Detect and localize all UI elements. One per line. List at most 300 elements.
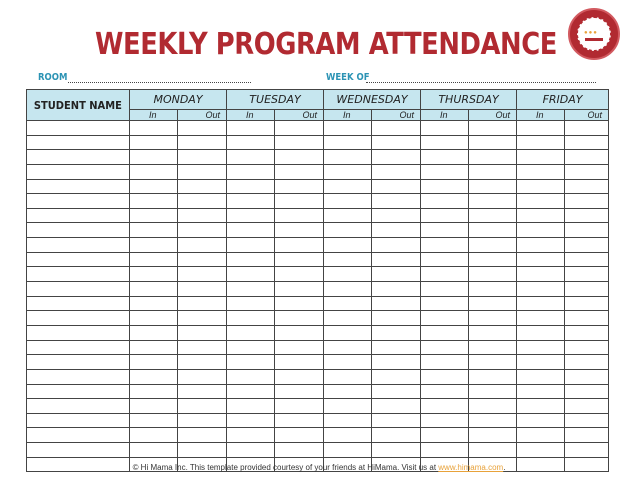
day-header-wednesday: WEDNESDAY [324,90,421,110]
thursday-out-cell[interactable] [469,223,517,238]
table-row [27,208,609,223]
footer-text: © Hi Mama Inc. This template provided courtesy of your friends at HiMama. Visit us at [132,463,439,472]
thursday-in-cell[interactable] [421,194,469,209]
wednesday-out-cell[interactable] [372,267,421,282]
monday-out-cell[interactable] [178,164,227,179]
tuesday-out-cell[interactable] [275,296,324,311]
wednesday-in-cell[interactable] [324,340,372,355]
wednesday-in-cell[interactable] [324,325,372,340]
monday-in-cell[interactable] [130,135,178,150]
monday-in-cell[interactable] [130,223,178,238]
thursday-out-cell[interactable] [469,135,517,150]
thursday-in-cell[interactable] [421,355,469,370]
thursday-out-cell[interactable] [469,355,517,370]
student-name-cell[interactable] [27,413,130,428]
monday-out-cell[interactable] [178,369,227,384]
friday-out-cell[interactable] [565,384,609,399]
friday-out-cell[interactable] [565,355,609,370]
student-name-cell[interactable] [27,428,130,443]
monday-out-cell[interactable] [178,428,227,443]
wednesday-in-cell[interactable] [324,384,372,399]
day-header-monday: MONDAY [130,90,227,110]
table-row [27,238,609,253]
monday-in-cell[interactable] [130,428,178,443]
wednesday-out-cell[interactable] [372,135,421,150]
friday-out-cell[interactable] [565,325,609,340]
tuesday-in-cell[interactable] [227,252,275,267]
wednesday-out-cell[interactable] [372,223,421,238]
tuesday-out-cell[interactable] [275,384,324,399]
wednesday-in-cell[interactable] [324,208,372,223]
thursday-out-cell[interactable] [469,369,517,384]
tuesday-out-cell[interactable] [275,443,324,458]
week-of-field[interactable] [366,82,596,83]
table-row [27,179,609,194]
day-header-tuesday: TUESDAY [227,90,324,110]
wednesday-in-cell[interactable] [324,238,372,253]
tuesday-in-cell[interactable] [227,296,275,311]
tuesday-in-cell[interactable] [227,223,275,238]
wednesday-in-cell[interactable] [324,369,372,384]
table-row [27,340,609,355]
monday-out-cell[interactable] [178,208,227,223]
tuesday-in-cell[interactable] [227,150,275,165]
tuesday-in-cell[interactable] [227,443,275,458]
friday-in-cell[interactable] [517,413,565,428]
wednesday-out-cell[interactable] [372,384,421,399]
wednesday-out-cell[interactable] [372,355,421,370]
friday-out-cell[interactable] [565,311,609,326]
friday-in-cell[interactable] [517,267,565,282]
footer-end: . [503,463,506,472]
table-row [27,282,609,297]
monday-in-cell[interactable] [130,238,178,253]
friday-out-cell[interactable] [565,194,609,209]
friday-in-cell[interactable] [517,164,565,179]
tuesday-out-cell[interactable] [275,150,324,165]
tuesday-in-cell[interactable] [227,325,275,340]
room-field[interactable] [68,82,251,83]
in-header: In [517,110,565,121]
friday-in-cell[interactable] [517,296,565,311]
thursday-out-cell[interactable] [469,150,517,165]
wednesday-out-cell[interactable] [372,208,421,223]
student-name-cell[interactable] [27,384,130,399]
seal-figures-icon: ●●● [584,30,598,36]
table-row [27,384,609,399]
out-header: Out [469,110,517,121]
tuesday-in-cell[interactable] [227,164,275,179]
monday-in-cell[interactable] [130,208,178,223]
monday-out-cell[interactable] [178,340,227,355]
wednesday-in-cell[interactable] [324,179,372,194]
friday-in-cell[interactable] [517,399,565,414]
thursday-out-cell[interactable] [469,282,517,297]
tuesday-in-cell[interactable] [227,428,275,443]
tuesday-out-cell[interactable] [275,164,324,179]
wednesday-in-cell[interactable] [324,252,372,267]
friday-out-cell[interactable] [565,135,609,150]
tuesday-out-cell[interactable] [275,325,324,340]
monday-in-cell[interactable] [130,369,178,384]
wednesday-out-cell[interactable] [372,296,421,311]
thursday-in-cell[interactable] [421,208,469,223]
tuesday-out-cell[interactable] [275,311,324,326]
out-header: Out [372,110,421,121]
in-header: In [227,110,275,121]
table-row [27,150,609,165]
monday-in-cell[interactable] [130,252,178,267]
thursday-in-cell[interactable] [421,150,469,165]
day-header-thursday: THURSDAY [421,90,517,110]
monday-out-cell[interactable] [178,399,227,414]
monday-out-cell[interactable] [178,150,227,165]
thursday-in-cell[interactable] [421,428,469,443]
monday-in-cell[interactable] [130,194,178,209]
wednesday-in-cell[interactable] [324,121,372,136]
tuesday-out-cell[interactable] [275,252,324,267]
tuesday-in-cell[interactable] [227,282,275,297]
wednesday-out-cell[interactable] [372,164,421,179]
friday-in-cell[interactable] [517,355,565,370]
friday-out-cell[interactable] [565,238,609,253]
wednesday-out-cell[interactable] [372,121,421,136]
student-name-cell[interactable] [27,164,130,179]
table-row [27,135,609,150]
student-name-cell[interactable] [27,267,130,282]
thursday-out-cell[interactable] [469,267,517,282]
monday-in-cell[interactable] [130,340,178,355]
monday-in-cell[interactable] [130,121,178,136]
friday-in-cell[interactable] [517,135,565,150]
thursday-in-cell[interactable] [421,443,469,458]
wednesday-out-cell[interactable] [372,325,421,340]
seal-center [577,17,611,51]
thursday-out-cell[interactable] [469,164,517,179]
thursday-out-cell[interactable] [469,208,517,223]
student-name-cell[interactable] [27,121,130,136]
table-row [27,311,609,326]
seal-banner [585,38,603,41]
monday-out-cell[interactable] [178,384,227,399]
friday-out-cell[interactable] [565,267,609,282]
thursday-in-cell[interactable] [421,311,469,326]
wednesday-out-cell[interactable] [372,238,421,253]
friday-out-cell[interactable] [565,413,609,428]
friday-in-cell[interactable] [517,252,565,267]
wednesday-in-cell[interactable] [324,413,372,428]
monday-out-cell[interactable] [178,238,227,253]
friday-out-cell[interactable] [565,223,609,238]
tuesday-in-cell[interactable] [227,135,275,150]
table-row [27,413,609,428]
student-name-header: STUDENT NAME [27,90,130,121]
monday-in-cell[interactable] [130,282,178,297]
wednesday-out-cell[interactable] [372,369,421,384]
wednesday-out-cell[interactable] [372,399,421,414]
out-header: Out [275,110,324,121]
tuesday-out-cell[interactable] [275,208,324,223]
wednesday-out-cell[interactable] [372,252,421,267]
tuesday-in-cell[interactable] [227,355,275,370]
student-name-cell[interactable] [27,238,130,253]
tuesday-out-cell[interactable] [275,267,324,282]
monday-out-cell[interactable] [178,252,227,267]
monday-out-cell[interactable] [178,194,227,209]
wednesday-out-cell[interactable] [372,179,421,194]
tuesday-out-cell[interactable] [275,413,324,428]
thursday-out-cell[interactable] [469,399,517,414]
friday-in-cell[interactable] [517,121,565,136]
monday-out-cell[interactable] [178,179,227,194]
monday-out-cell[interactable] [178,121,227,136]
tuesday-out-cell[interactable] [275,399,324,414]
thursday-out-cell[interactable] [469,443,517,458]
thursday-out-cell[interactable] [469,296,517,311]
monday-in-cell[interactable] [130,443,178,458]
wednesday-out-cell[interactable] [372,311,421,326]
monday-in-cell[interactable] [130,325,178,340]
tuesday-out-cell[interactable] [275,121,324,136]
thursday-in-cell[interactable] [421,340,469,355]
thursday-out-cell[interactable] [469,252,517,267]
wednesday-out-cell[interactable] [372,428,421,443]
friday-in-cell[interactable] [517,325,565,340]
monday-out-cell[interactable] [178,223,227,238]
tuesday-out-cell[interactable] [275,282,324,297]
monday-out-cell[interactable] [178,296,227,311]
friday-in-cell[interactable] [517,384,565,399]
himama-seal-logo [568,8,620,60]
wednesday-in-cell[interactable] [324,355,372,370]
student-name-cell[interactable] [27,311,130,326]
wednesday-out-cell[interactable] [372,340,421,355]
friday-out-cell[interactable] [565,282,609,297]
tuesday-in-cell[interactable] [227,179,275,194]
friday-in-cell[interactable] [517,208,565,223]
friday-out-cell[interactable] [565,179,609,194]
friday-in-cell[interactable] [517,428,565,443]
thursday-in-cell[interactable] [421,384,469,399]
student-name-cell[interactable] [27,135,130,150]
thursday-in-cell[interactable] [421,399,469,414]
thursday-in-cell[interactable] [421,267,469,282]
thursday-in-cell[interactable] [421,413,469,428]
monday-out-cell[interactable] [178,311,227,326]
wednesday-in-cell[interactable] [324,296,372,311]
wednesday-out-cell[interactable] [372,282,421,297]
monday-in-cell[interactable] [130,164,178,179]
himama-link[interactable]: www.himama.com [438,463,504,472]
thursday-out-cell[interactable] [469,121,517,136]
monday-in-cell[interactable] [130,296,178,311]
student-name-cell[interactable] [27,208,130,223]
monday-in-cell[interactable] [130,179,178,194]
friday-in-cell[interactable] [517,179,565,194]
tuesday-out-cell[interactable] [275,194,324,209]
thursday-out-cell[interactable] [469,325,517,340]
wednesday-in-cell[interactable] [324,428,372,443]
monday-out-cell[interactable] [178,282,227,297]
thursday-in-cell[interactable] [421,325,469,340]
wednesday-out-cell[interactable] [372,150,421,165]
monday-out-cell[interactable] [178,325,227,340]
tuesday-out-cell[interactable] [275,428,324,443]
friday-out-cell[interactable] [565,340,609,355]
student-name-cell[interactable] [27,340,130,355]
monday-in-cell[interactable] [130,267,178,282]
student-name-cell[interactable] [27,296,130,311]
tuesday-in-cell[interactable] [227,399,275,414]
tuesday-in-cell[interactable] [227,267,275,282]
week-of-label: WEEK OF [326,72,370,83]
friday-in-cell[interactable] [517,282,565,297]
friday-out-cell[interactable] [565,121,609,136]
tuesday-in-cell[interactable] [227,208,275,223]
tuesday-out-cell[interactable] [275,238,324,253]
thursday-in-cell[interactable] [421,121,469,136]
table-row [27,355,609,370]
tuesday-in-cell[interactable] [227,194,275,209]
student-name-cell[interactable] [27,179,130,194]
tuesday-in-cell[interactable] [227,238,275,253]
tuesday-in-cell[interactable] [227,384,275,399]
thursday-in-cell[interactable] [421,223,469,238]
thursday-out-cell[interactable] [469,311,517,326]
attendance-table [26,89,609,472]
thursday-out-cell[interactable] [469,340,517,355]
friday-in-cell[interactable] [517,194,565,209]
in-header: In [421,110,469,121]
wednesday-in-cell[interactable] [324,135,372,150]
friday-in-cell[interactable] [517,238,565,253]
monday-in-cell[interactable] [130,311,178,326]
tuesday-out-cell[interactable] [275,369,324,384]
student-name-cell[interactable] [27,399,130,414]
wednesday-in-cell[interactable] [324,443,372,458]
friday-in-cell[interactable] [517,311,565,326]
friday-out-cell[interactable] [565,164,609,179]
thursday-out-cell[interactable] [469,179,517,194]
student-name-cell[interactable] [27,194,130,209]
thursday-in-cell[interactable] [421,179,469,194]
friday-out-cell[interactable] [565,428,609,443]
thursday-in-cell[interactable] [421,135,469,150]
wednesday-in-cell[interactable] [324,399,372,414]
in-header: In [130,110,178,121]
tuesday-in-cell[interactable] [227,340,275,355]
table-row [27,369,609,384]
friday-in-cell[interactable] [517,223,565,238]
tuesday-in-cell[interactable] [227,121,275,136]
student-name-cell[interactable] [27,355,130,370]
tuesday-out-cell[interactable] [275,135,324,150]
tuesday-in-cell[interactable] [227,311,275,326]
thursday-in-cell[interactable] [421,164,469,179]
day-header-friday: FRIDAY [517,90,609,110]
friday-out-cell[interactable] [565,296,609,311]
monday-out-cell[interactable] [178,413,227,428]
monday-in-cell[interactable] [130,413,178,428]
friday-out-cell[interactable] [565,399,609,414]
table-row [27,428,609,443]
monday-out-cell[interactable] [178,267,227,282]
monday-in-cell[interactable] [130,399,178,414]
monday-out-cell[interactable] [178,355,227,370]
table-row [27,399,609,414]
friday-out-cell[interactable] [565,369,609,384]
monday-in-cell[interactable] [130,150,178,165]
wednesday-in-cell[interactable] [324,194,372,209]
table-row [27,443,609,458]
thursday-in-cell[interactable] [421,296,469,311]
room-label: ROOM [38,72,68,83]
student-name-cell[interactable] [27,150,130,165]
student-name-cell[interactable] [27,223,130,238]
footer-credit [0,463,638,472]
student-name-cell[interactable] [27,369,130,384]
student-name-cell[interactable] [27,252,130,267]
wednesday-out-cell[interactable] [372,443,421,458]
wednesday-in-cell[interactable] [324,223,372,238]
thursday-out-cell[interactable] [469,384,517,399]
wednesday-out-cell[interactable] [372,413,421,428]
monday-in-cell[interactable] [130,384,178,399]
friday-in-cell[interactable] [517,340,565,355]
attendance-rows [27,121,609,472]
thursday-out-cell[interactable] [469,238,517,253]
table-row [27,194,609,209]
friday-out-cell[interactable] [565,252,609,267]
table-row [27,267,609,282]
student-name-cell[interactable] [27,282,130,297]
wednesday-in-cell[interactable] [324,311,372,326]
friday-in-cell[interactable] [517,150,565,165]
wednesday-out-cell[interactable] [372,194,421,209]
table-row [27,223,609,238]
thursday-in-cell[interactable] [421,282,469,297]
monday-out-cell[interactable] [178,135,227,150]
thursday-out-cell[interactable] [469,194,517,209]
tuesday-in-cell[interactable] [227,413,275,428]
student-name-cell[interactable] [27,443,130,458]
table-row [27,325,609,340]
thursday-out-cell[interactable] [469,413,517,428]
friday-out-cell[interactable] [565,208,609,223]
wednesday-in-cell[interactable] [324,282,372,297]
wednesday-in-cell[interactable] [324,164,372,179]
thursday-in-cell[interactable] [421,252,469,267]
friday-in-cell[interactable] [517,443,565,458]
friday-out-cell[interactable] [565,150,609,165]
monday-out-cell[interactable] [178,443,227,458]
wednesday-in-cell[interactable] [324,150,372,165]
monday-in-cell[interactable] [130,355,178,370]
thursday-out-cell[interactable] [469,428,517,443]
tuesday-out-cell[interactable] [275,223,324,238]
thursday-in-cell[interactable] [421,369,469,384]
friday-in-cell[interactable] [517,369,565,384]
tuesday-out-cell[interactable] [275,340,324,355]
friday-out-cell[interactable] [565,443,609,458]
wednesday-in-cell[interactable] [324,267,372,282]
table-row [27,164,609,179]
tuesday-in-cell[interactable] [227,369,275,384]
tuesday-out-cell[interactable] [275,355,324,370]
tuesday-out-cell[interactable] [275,179,324,194]
student-name-cell[interactable] [27,325,130,340]
thursday-in-cell[interactable] [421,238,469,253]
